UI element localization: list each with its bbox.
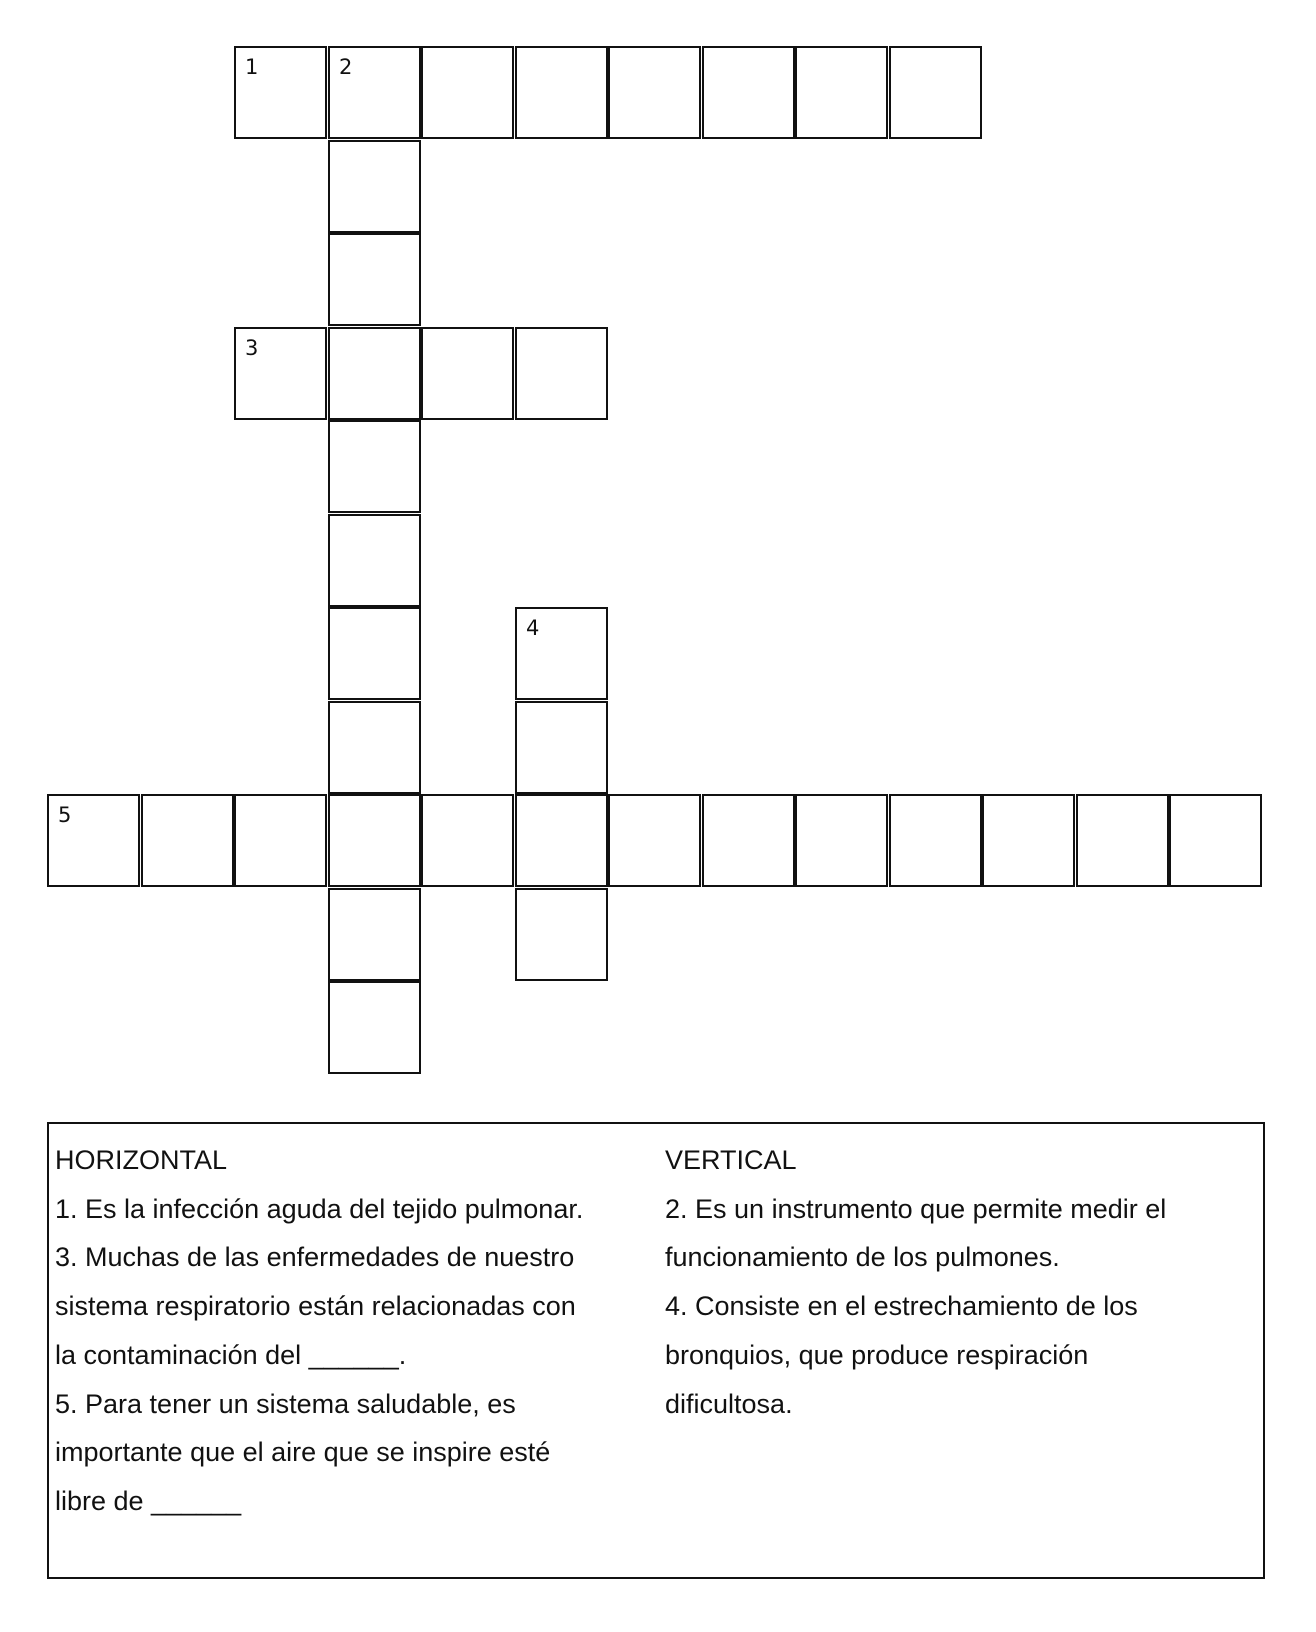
crossword-cell[interactable] — [702, 46, 795, 139]
crossword-cell[interactable] — [421, 794, 514, 887]
crossword-cell[interactable] — [234, 794, 327, 887]
crossword-cell[interactable] — [515, 46, 608, 139]
clue-line: la contaminación del ______. — [55, 1339, 407, 1370]
clue-number: 1 — [245, 55, 259, 79]
clue-line: libre de ______ — [55, 1485, 242, 1516]
crossword-cell[interactable] — [328, 981, 421, 1074]
crossword-cell[interactable] — [1169, 794, 1262, 887]
clue-line: 2. Es un instrumento que permite medir el — [665, 1193, 1167, 1224]
clue-number: 4 — [526, 616, 540, 640]
crossword-cell[interactable] — [515, 327, 608, 420]
horizontal-title: HORIZONTAL — [55, 1145, 228, 1175]
crossword-cell[interactable] — [141, 794, 234, 887]
crossword-cell[interactable] — [889, 794, 982, 887]
crossword-cell[interactable] — [328, 514, 421, 607]
crossword-cell[interactable] — [421, 46, 514, 139]
crossword-cell[interactable] — [328, 233, 421, 326]
clue-number: 5 — [58, 803, 72, 827]
vertical-title: VERTICAL — [665, 1145, 797, 1175]
crossword-cell[interactable] — [702, 794, 795, 887]
clue-line: dificultosa. — [665, 1388, 793, 1419]
vertical-clues — [665, 1136, 1265, 1428]
crossword-cell[interactable] — [328, 327, 421, 420]
crossword-cell[interactable] — [795, 794, 888, 887]
crossword-cell[interactable] — [234, 46, 327, 139]
crossword-cell[interactable] — [795, 46, 888, 139]
crossword-cell[interactable] — [982, 794, 1075, 887]
clue-number: 3 — [245, 336, 259, 360]
crossword-cell[interactable] — [515, 794, 608, 887]
crossword-cell[interactable] — [234, 327, 327, 420]
clue-line: bronquios, que produce respiración — [665, 1339, 1089, 1370]
crossword-cell[interactable] — [608, 46, 701, 139]
clues-box — [47, 1122, 1265, 1579]
clue-line: 3. Muchas de las enfermedades de nuestro — [55, 1242, 575, 1273]
crossword-cell[interactable] — [889, 46, 982, 139]
crossword-cell[interactable] — [515, 701, 608, 794]
crossword-cell[interactable] — [515, 888, 608, 981]
crossword-cell[interactable] — [515, 607, 608, 700]
crossword-cell[interactable] — [328, 888, 421, 981]
crossword-cell[interactable] — [328, 140, 421, 233]
crossword-cell[interactable] — [328, 420, 421, 513]
crossword-cell[interactable] — [328, 794, 421, 887]
clue-number: 2 — [339, 55, 353, 79]
clue-line: importante que el aire que se inspire esté — [55, 1437, 551, 1468]
clue-line: sistema respiratorio están relacionadas con — [55, 1291, 576, 1322]
clue-line: 5. Para tener un sistema saludable, es — [55, 1388, 516, 1419]
crossword-cell[interactable] — [421, 327, 514, 420]
clue-line: funcionamiento de los pulmones. — [665, 1242, 1060, 1273]
crossword-cell[interactable] — [1076, 794, 1169, 887]
crossword-cell[interactable] — [328, 46, 421, 139]
crossword-cell[interactable] — [328, 701, 421, 794]
clue-line: 1. Es la infección aguda del tejido pulmonar. — [55, 1193, 584, 1224]
crossword-cell[interactable] — [608, 794, 701, 887]
crossword-cell[interactable] — [328, 607, 421, 700]
horizontal-clues — [55, 1136, 673, 1526]
crossword-cell[interactable] — [47, 794, 140, 887]
clue-line: 4. Consiste en el estrechamiento de los — [665, 1291, 1138, 1322]
